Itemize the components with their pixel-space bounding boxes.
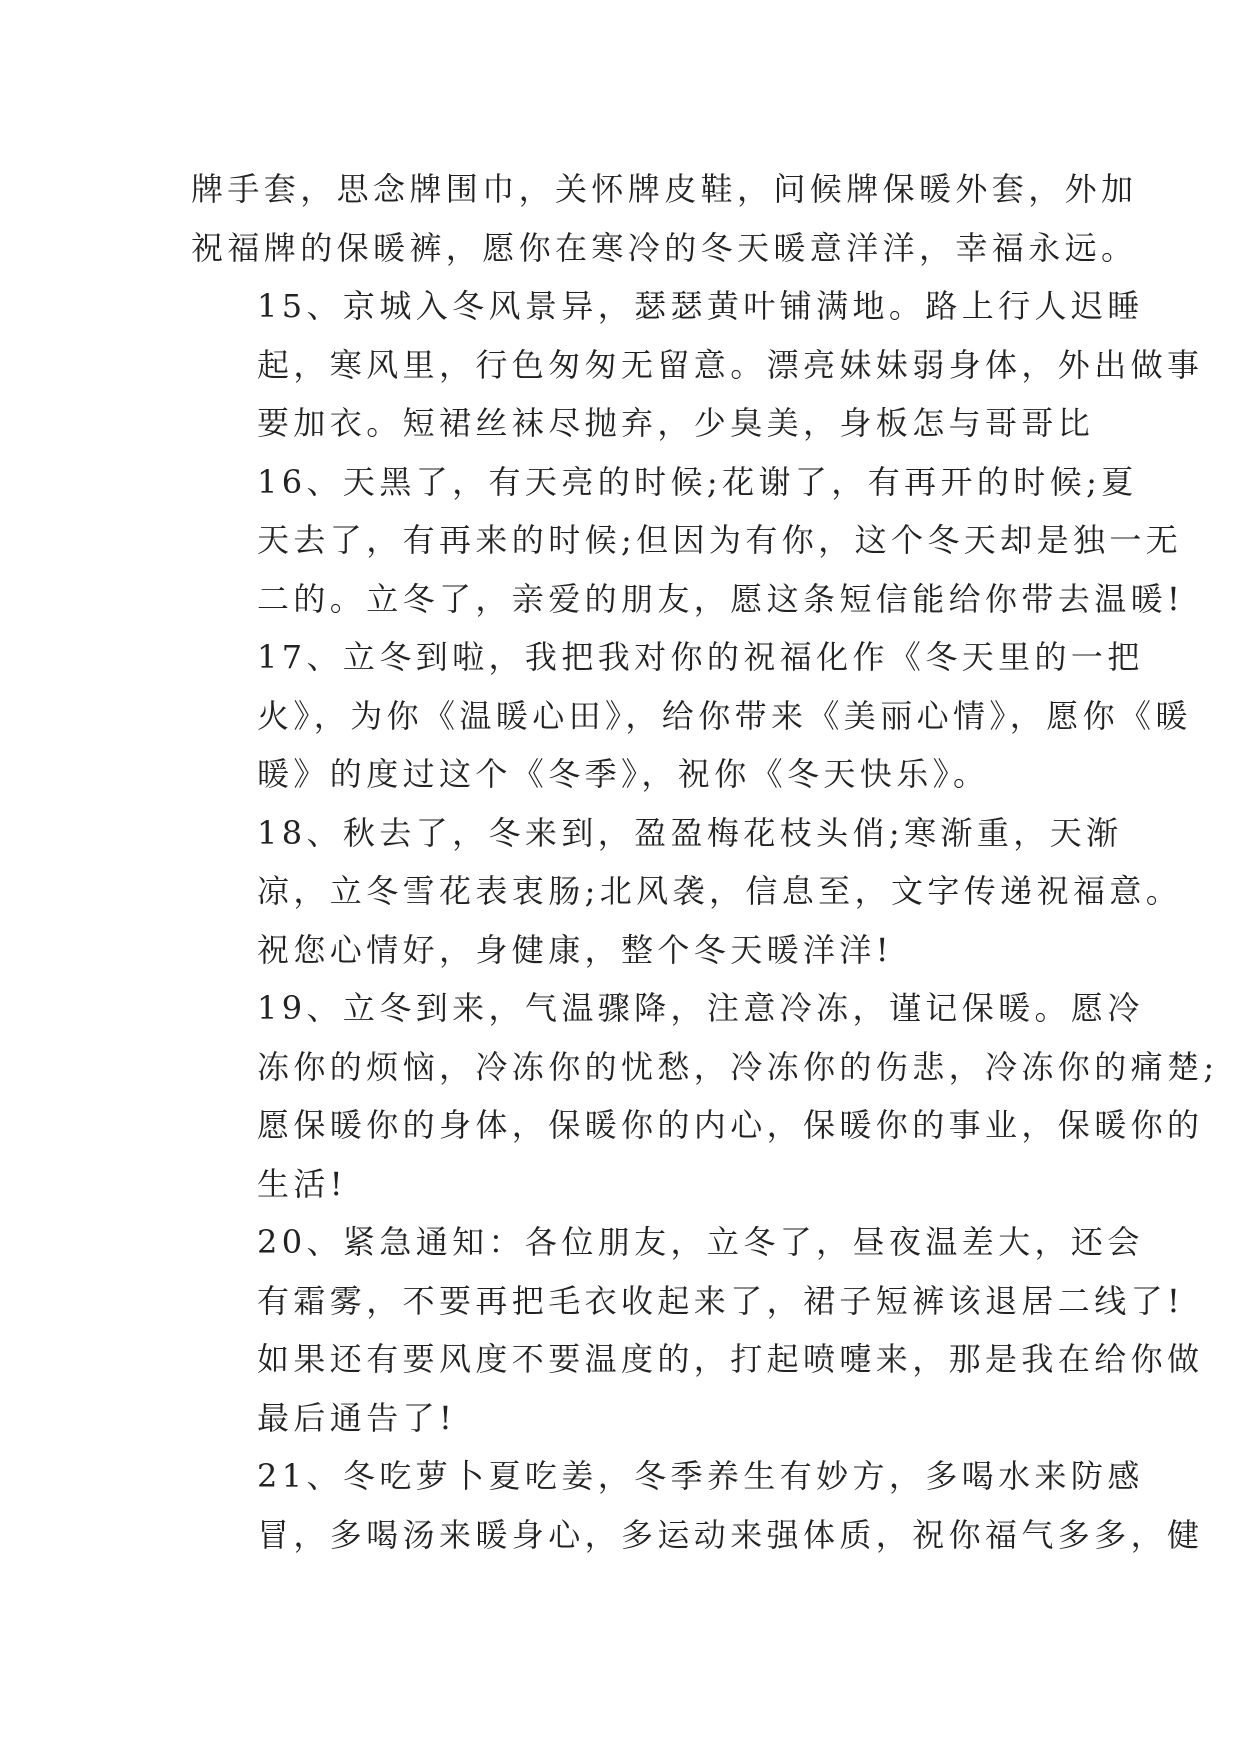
text-line: 牌手套，思念牌围巾，关怀牌皮鞋，问候牌保暖外套，外加 [191, 170, 1138, 208]
paragraph-20 [191, 1213, 1204, 1447]
text-line: 冻你的烦恼，冷冻你的忧愁，冷冻你的伤悲，冷冻你的痛楚; [257, 1047, 1219, 1086]
text-line: 生活! [257, 1164, 348, 1203]
text-line: 凉，立冬雪花表衷肠;北风袭，信息至，文字传递祝福意。 [257, 872, 1183, 910]
text-line: 祝福牌的保暖裤，愿你在寒冷的冬天暖意洋洋，幸福永远。 [191, 228, 1138, 267]
text-line: 祝您心情好，身健康，整个冬天暖洋洋! [257, 930, 894, 969]
text-line: 愿保暖你的身体，保暖你的内心，保暖你的事业，保暖你的 [257, 1106, 1204, 1144]
text-line: 要加衣。短裙丝袜尽抛弃，少臭美，身板怎与哥哥比 [257, 404, 1095, 442]
text-line: 暖》的度过这个《冬季》，祝你《冬天快乐》。 [257, 755, 990, 793]
text-line: 火》，为你《温暖心田》，给你带来《美丽心情》，愿你《暖 [257, 696, 1192, 735]
text-line: 天去了，有再来的时候;但因为有你，这个冬天却是独一无 [257, 521, 1183, 559]
text-line: 20、紧急通知：各位朋友，立冬了，昼夜温差大，还会 [257, 1223, 1144, 1261]
text-line: 18、秋去了，冬来到，盈盈梅花枝头俏;寒渐重，天渐 [257, 813, 1123, 852]
paragraph-14-continuation [191, 160, 1138, 277]
text-line: 19、立冬到来，气温骤降，注意冷冻，谨记保暖。愿冷 [257, 989, 1144, 1027]
text-line: 如果还有要风度不要温度的，打起喷嚏来，那是我在给你做 [257, 1340, 1204, 1378]
paragraph-19 [191, 979, 1219, 1213]
paragraph-16 [191, 453, 1185, 629]
paragraph-17 [191, 628, 1192, 804]
text-line: 21、冬吃萝卜夏吃姜，冬季养生有妙方，多喝水来防感 [257, 1457, 1144, 1495]
text-line: 15、京城入冬风景异，瑟瑟黄叶铺满地。路上行人迟睡 [257, 287, 1144, 325]
paragraph-15 [191, 277, 1204, 453]
text-line: 冒，多喝汤来暖身心，多运动来强体质，祝你福气多多，健 [257, 1515, 1204, 1554]
document-body [191, 160, 1219, 1564]
text-line: 二的。立冬了，亲爱的朋友，愿这条短信能给你带去温暖! [257, 579, 1185, 618]
text-line: 16、天黑了，有天亮的时候;花谢了，有再开的时候;夏 [257, 462, 1138, 501]
paragraph-18 [191, 804, 1183, 980]
text-line: 最后通告了! [257, 1398, 457, 1437]
text-line: 起，寒风里，行色匆匆无留意。漂亮妹妹弱身体，外出做事 [257, 345, 1204, 384]
text-line: 有霜雾，不要再把毛衣收起来了，裙子短裤该退居二线了! [257, 1281, 1185, 1320]
paragraph-21 [191, 1447, 1204, 1564]
text-line: 17、立冬到啦，我把我对你的祝福化作《冬天里的一把 [257, 638, 1144, 676]
